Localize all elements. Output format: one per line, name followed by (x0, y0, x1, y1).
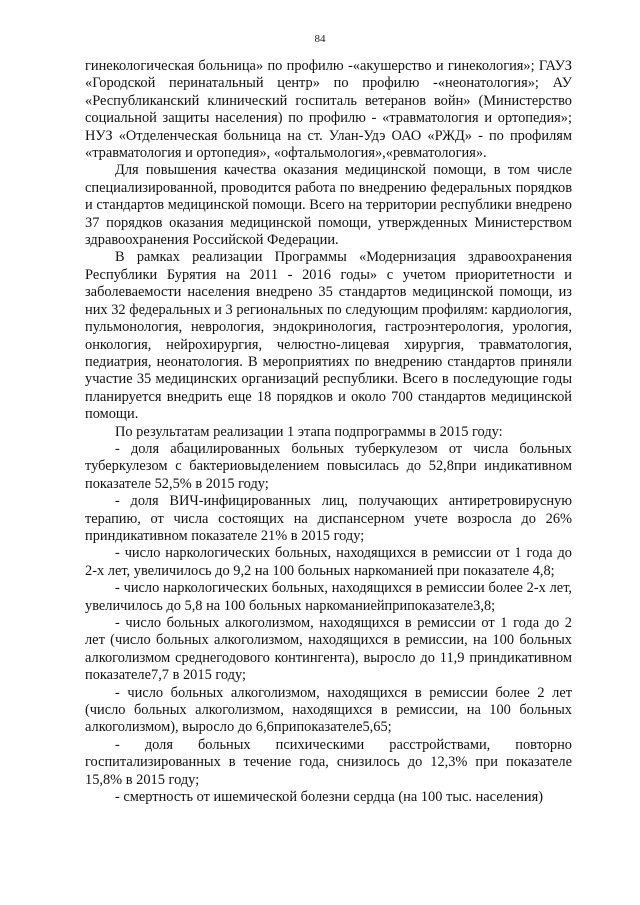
list-item-6: - число больных алкоголизмом, находящихся в ремиссии более 2 лет (число больных алкоголизмом, находящихся в ремиссии, на 100 больных алкоголизмом), выросло до 6,6припоказателе5,65; (85, 684, 572, 736)
paragraph-4: По результатам реализации 1 этапа подпрограммы в 2015 году: (115, 423, 503, 440)
list-item-8: - смертность от ишемической болезни сердца (на 100 тыс. населения) (115, 789, 543, 806)
paragraph-2: Для повышения качества оказания медицинской помощи, в том числе специализированной, проводится работа по внедрению федеральных порядков и стандартов медицинской помощи. Всего на территории республики внедрено 37 порядков оказания медицинской помощи, утвержденных Министерством здравоохранения Российской Федерации. (85, 162, 572, 249)
body-text (85, 58, 572, 806)
list-item-5: - число больных алкоголизмом, находящихся в ремиссии от 1 года до 2 лет (число больных алкоголизмом, находящихся в ремиссии, на 100 больных алкоголизмом среднегодового контингента), выросло до 11,9 приндикативном показателе7,7 в 2015 году; (85, 615, 572, 684)
list-item-4: - число наркологических больных, находящихся в ремиссии более 2-х лет, увеличилось до 5,8 на 100 больных наркоманиейприпоказателе3,8; (85, 580, 572, 614)
paragraph-1: гинекологическая больница» по профилю -«акушерство и гинекология»; ГАУЗ «Городской перинатальный центр» по профилю -«неонатология»; АУ «Республиканский клинический госпиталь ветеранов войн» (Министерство социальной защиты населения) по профилю - «травматология и ортопедия»; НУЗ «Отделенческая больница на ст. Улан-Удэ ОАО «РЖД» - по профилям «травматология и ортопедия», «офтальмология»,«ревматология». (85, 58, 572, 162)
page-number: 84 (314, 33, 326, 45)
list-item-7: - доля больных психическими расстройствами, повторно госпитализированных в течение года, снизилось до 12,3% при показателе 15,8% в 2015 году; (85, 736, 572, 788)
list-item-2: - доля ВИЧ-инфицированных лиц, получающих антиретровирусную терапию, от числа состоящих на диспансерном учете возросла до 26% приндикативном показателе 21% в 2015 году; (85, 493, 572, 544)
list-item-1: - доля абацилированных больных туберкулезом от числа больных туберкулезом с бактериовыделением повысилась до 52,8при индикативном показателе 52,5% в 2015 году; (85, 440, 572, 492)
list-item-3: - число наркологических больных, находящихся в ремиссии от 1 года до 2-х лет, увеличилось до 9,2 на 100 больных наркоманией при показателе 4,8; (85, 545, 572, 579)
paragraph-3: В рамках реализации Программы «Модернизация здравоохранения Республики Бурятия на 2011 - 2016 годы» с учетом приоритетности и заболеваемости населения внедрено 35 стандартов медицинской помощи, из них 32 федеральных и 3 региональных по следующим профилям: кардиология, пульмонология, неврология, эндокринология, гастроэнтерология, урология, онкология, нейрохирургия, челюстно-лицевая хирургия, травматология, педиатрия, неонатология. В мероприятиях по внедрению стандартов приняли участие 35 медицинских организаций республики. Всего в последующие годы планируется внедрить еще 18 порядков и около 700 стандартов медицинской помощи. (85, 249, 572, 423)
